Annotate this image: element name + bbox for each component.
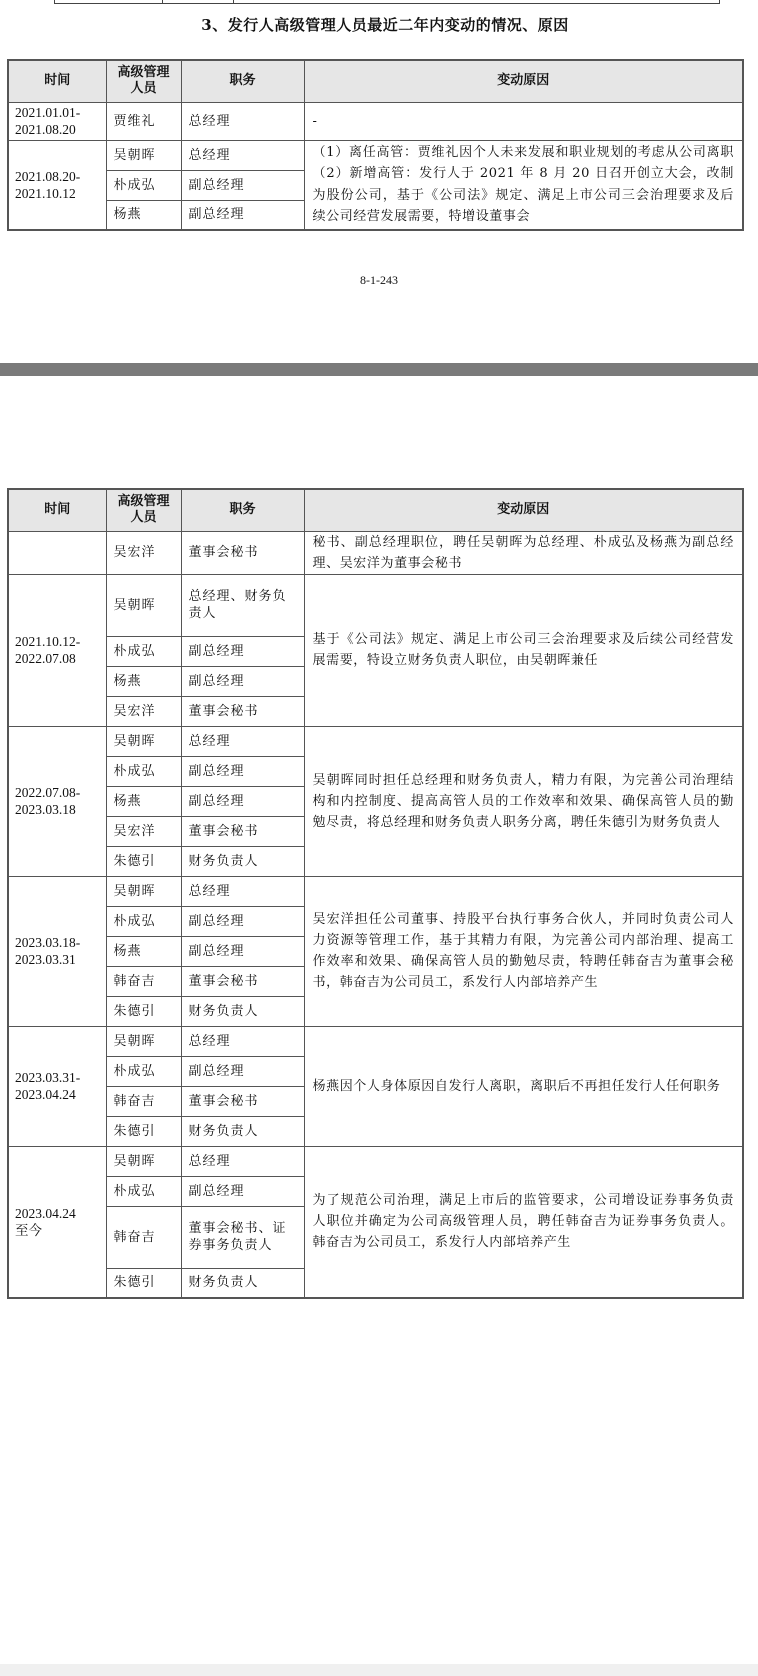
cell-position: 董事会秘书 <box>181 816 304 846</box>
cell-name: 朱德引 <box>106 1268 181 1298</box>
cell-name: 朴成弘 <box>106 636 181 666</box>
section-title: 3、发行人高级管理人员最近二年内变动的情况、原因 <box>201 16 569 34</box>
cell-name: 吴朝晖 <box>106 726 181 756</box>
cell-name: 朱德引 <box>106 996 181 1026</box>
cell-position: 副总经理 <box>181 936 304 966</box>
cell-name: 贾维礼 <box>106 102 181 140</box>
cell-name: 朴成弘 <box>106 906 181 936</box>
cell-position: 总经理 <box>181 1026 304 1056</box>
table-row <box>8 531 743 574</box>
cell-time <box>8 140 106 230</box>
time-end: 至今 <box>15 1222 42 1238</box>
table-row <box>8 140 743 170</box>
time-start: 2021.08.20- <box>15 168 81 184</box>
cell-name: 吴朝晖 <box>106 574 181 636</box>
cell-position: 总经理 <box>181 876 304 906</box>
cell-time <box>8 726 106 876</box>
cell-name: 朴成弘 <box>106 170 181 200</box>
header-personnel <box>106 489 181 531</box>
cell-position: 副总经理 <box>181 636 304 666</box>
cell-name: 吴宏洋 <box>106 696 181 726</box>
table-row <box>8 574 743 636</box>
cell-name: 朴成弘 <box>106 1176 181 1206</box>
cell-position: 副总经理 <box>181 666 304 696</box>
document-page-2 <box>0 376 758 1300</box>
header-reason: 变动原因 <box>304 489 743 531</box>
cell-name: 韩奋吉 <box>106 1206 181 1268</box>
time-end: 2022.07.08 <box>15 651 76 666</box>
cell-position: 总经理 <box>181 102 304 140</box>
cell-position: 总经理 <box>181 140 304 170</box>
table-row <box>8 1026 743 1056</box>
header-personnel <box>106 60 181 102</box>
cell-position: 副总经理 <box>181 200 304 230</box>
time-start: 2023.03.31- <box>15 1070 81 1085</box>
cell-reason: 基于《公司法》规定、满足上市公司三会治理要求及后续公司经营发展需要，特设立财务负责人职位，由吴朝晖兼任 <box>304 574 743 726</box>
cell-position: 副总经理 <box>181 1176 304 1206</box>
header-time: 时间 <box>8 60 106 102</box>
table-row <box>8 876 743 906</box>
page-bottom-margin <box>0 1664 758 1676</box>
table-row <box>8 1146 743 1176</box>
cell-time <box>8 531 106 574</box>
header-reason: 变动原因 <box>304 60 743 102</box>
cell-reason: - <box>304 102 743 140</box>
time-start: 2023.03.18- <box>15 935 81 950</box>
cell-time <box>8 1146 106 1298</box>
cell-position: 董事会秘书 <box>181 531 304 574</box>
cell-name: 吴朝晖 <box>106 1026 181 1056</box>
cell-name: 吴朝晖 <box>106 140 181 170</box>
cell-position: 副总经理 <box>181 756 304 786</box>
cell-name: 朱德引 <box>106 1116 181 1146</box>
document-page-1 <box>0 0 758 363</box>
cell-position: 董事会秘书 <box>181 1086 304 1116</box>
cell-position: 总经理 <box>181 1146 304 1176</box>
cell-position: 副总经理 <box>181 786 304 816</box>
header-personnel-label: 高级管理人员 <box>117 65 170 97</box>
cell-position: 财务负责人 <box>181 1268 304 1298</box>
time-end: 2023.04.24 <box>15 1087 76 1102</box>
cell-name: 杨燕 <box>106 786 181 816</box>
cell-reason: （1）离任高管：贾维礼因个人未来发展和职业规划的考虑从公司离职（2）新增高管：发行人于 2021 年 8 月 20 日召开创立大会，改制为股份公司，基于《公司法》规定、满足上市公司三会治理要求及后续公司经营发展需要，特增设董事会 <box>304 140 743 230</box>
cell-name: 吴朝晖 <box>106 1146 181 1176</box>
cell-name: 朱德引 <box>106 846 181 876</box>
cell-name: 杨燕 <box>106 200 181 230</box>
cell-position: 副总经理 <box>181 1056 304 1086</box>
page-separator <box>0 363 758 376</box>
cell-name: 朴成弘 <box>106 756 181 786</box>
time-start: 2023.04.24 <box>15 1205 76 1221</box>
time-start: 2021.10.12- <box>15 634 81 649</box>
time-end: 2023.03.18 <box>15 802 76 817</box>
cell-time <box>8 574 106 726</box>
management-changes-table-part1 <box>7 59 744 231</box>
header-position: 职务 <box>181 60 304 102</box>
header-personnel-label: 高级管理人员 <box>117 494 170 526</box>
cell-reason: 秘书、副总经理职位，聘任吴朝晖为总经理、朴成弘及杨燕为副总经理、吴宏洋为董事会秘书 <box>304 531 743 574</box>
table-row <box>8 102 743 140</box>
previous-table-bottom-border <box>54 0 720 4</box>
cell-position: 董事会秘书 <box>181 696 304 726</box>
time-end: 2021.10.12 <box>15 185 76 201</box>
cell-name: 吴宏洋 <box>106 531 181 574</box>
cell-time <box>8 102 106 140</box>
time-end: 2023.03.31 <box>15 952 76 967</box>
table-row <box>8 726 743 756</box>
cell-position: 财务负责人 <box>181 846 304 876</box>
cell-name: 韩奋吉 <box>106 1086 181 1116</box>
page-number: 8-1-243 <box>360 273 398 287</box>
cell-reason: 为了规范公司治理，满足上市后的监管要求，公司增设证券事务负责人职位并确定为公司高级管理人员，聘任韩奋吉为证券事务负责人。韩奋吉为公司员工，系发行人内部培养产生 <box>304 1146 743 1298</box>
cell-position: 总经理 <box>181 726 304 756</box>
cell-position: 财务负责人 <box>181 1116 304 1146</box>
time-start: 2021.01.01- <box>15 105 81 120</box>
cell-name: 韩奋吉 <box>106 966 181 996</box>
time-end: 2021.08.20 <box>15 122 76 137</box>
cell-name: 朴成弘 <box>106 1056 181 1086</box>
management-changes-table-part2 <box>7 488 744 1299</box>
cell-position: 副总经理 <box>181 170 304 200</box>
cell-name: 吴宏洋 <box>106 816 181 846</box>
cell-reason: 杨燕因个人身体原因自发行人离职，离职后不再担任发行人任何职务 <box>304 1026 743 1146</box>
cell-reason: 吴朝晖同时担任总经理和财务负责人，精力有限，为完善公司治理结构和内控制度、提高高管人员的工作效率和效果、确保高管人员的勤勉尽责，将总经理和财务负责人职务分离，聘任朱德引为财务负责人 <box>304 726 743 876</box>
cell-name: 杨燕 <box>106 666 181 696</box>
cell-time <box>8 876 106 1026</box>
header-position: 职务 <box>181 489 304 531</box>
cell-position: 总经理、财务负责人 <box>181 574 304 636</box>
cell-position: 财务负责人 <box>181 996 304 1026</box>
cell-position: 董事会秘书 <box>181 966 304 996</box>
cell-position: 副总经理 <box>181 906 304 936</box>
cell-name: 杨燕 <box>106 936 181 966</box>
cell-reason: 吴宏洋担任公司董事、持股平台执行事务合伙人，并同时负责公司人力资源等管理工作，基于其精力有限，为完善公司内部治理、提高工作效率和效果、确保高管人员的勤勉尽责，特聘任韩奋吉为董事会秘书，韩奋吉为公司员工，系发行人内部培养产生 <box>304 876 743 1026</box>
header-time: 时间 <box>8 489 106 531</box>
cell-position: 董事会秘书、证券事务负责人 <box>181 1206 304 1268</box>
time-start: 2022.07.08- <box>15 785 81 800</box>
cell-name: 吴朝晖 <box>106 876 181 906</box>
cell-time <box>8 1026 106 1146</box>
